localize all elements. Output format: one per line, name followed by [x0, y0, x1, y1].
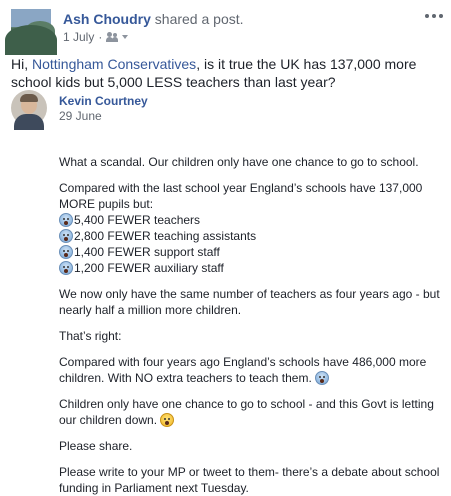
post-header — [11, 9, 441, 47]
bullet-item — [59, 228, 442, 244]
screaming-face-emoji-icon — [315, 371, 329, 385]
bullet-text: 2,800 FEWER teaching assistants — [74, 229, 257, 243]
shared-post-date[interactable]: 29 June — [59, 109, 102, 123]
paragraph-7: Please share. — [59, 439, 133, 453]
paragraph-5 — [59, 354, 442, 386]
post-meta — [63, 30, 128, 44]
caption-prefix: Hi, — [11, 56, 32, 72]
post-header-title — [63, 11, 244, 27]
screaming-face-emoji-icon — [59, 261, 73, 275]
shared-author-name-link[interactable]: Kevin Courtney — [59, 94, 148, 108]
paragraph-8: Please write to your MP or tweet to them- there’s a debate about school funding in Parliament next Tuesday. — [59, 465, 440, 495]
post-caption — [11, 55, 443, 91]
mention-link[interactable]: Nottingham Conservatives — [32, 56, 197, 72]
weary-face-emoji-icon — [160, 413, 174, 427]
bullet-text: 5,400 FEWER teachers — [74, 213, 201, 227]
author-name-link[interactable]: Ash Choudry — [63, 11, 151, 27]
paragraph-5-text: Compared with four years ago England’s schools have 486,000 more children. With NO extra teachers to teach them. — [59, 355, 427, 385]
bullet-item — [59, 260, 442, 276]
paragraph-2-intro: Compared with the last school year England’s schools have 137,000 MORE pupils but: — [59, 181, 423, 211]
post-date[interactable]: 1 July — [63, 30, 95, 44]
bullet-text: 1,400 FEWER support staff — [74, 245, 220, 259]
friends-icon[interactable] — [106, 32, 120, 42]
paragraph-4: That’s right: — [59, 329, 122, 343]
shared-author-avatar[interactable] — [11, 90, 47, 126]
post-action-text: shared a post. — [154, 11, 244, 27]
meta-separator: · — [98, 30, 103, 44]
paragraph-3: We now only have the same number of teachers as four years ago - but nearly half a million more children. — [59, 287, 440, 317]
screaming-face-emoji-icon — [59, 213, 73, 227]
bullet-text: 1,200 FEWER auxiliary staff — [74, 261, 224, 275]
bullet-item — [59, 244, 442, 260]
caption-suffix: , is it true the UK has 137,000 more school kids but 5,000 LESS teachers than last year? — [11, 56, 417, 90]
screaming-face-emoji-icon — [59, 245, 73, 259]
author-avatar[interactable] — [11, 9, 51, 49]
paragraph-1: What a scandal. Our children only have one chance to go to school. — [59, 155, 419, 169]
paragraph-6-text: Children only have one chance to go to school - and this Govt is letting our children down. — [59, 397, 434, 427]
bullet-item — [59, 212, 442, 228]
screaming-face-emoji-icon — [59, 229, 73, 243]
paragraph-6 — [59, 396, 442, 428]
chevron-down-icon[interactable] — [122, 35, 128, 39]
more-options-icon[interactable] — [425, 12, 443, 20]
